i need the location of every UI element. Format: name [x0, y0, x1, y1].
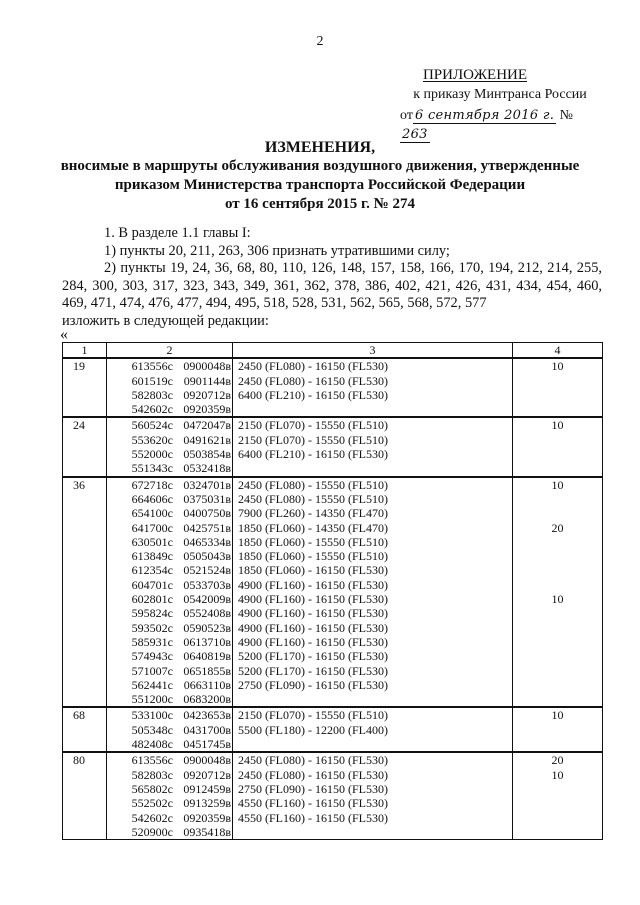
route-point — [111, 402, 232, 416]
point-longitude: 0425751в — [183, 520, 231, 535]
point-longitude: 0920712в — [183, 767, 231, 782]
routes-table — [62, 342, 603, 840]
width-value — [513, 506, 602, 520]
width-value-cell — [513, 358, 603, 417]
width-value-cell — [513, 707, 603, 752]
width-value-cell — [513, 417, 603, 476]
route-number-cell: 36 — [63, 477, 107, 708]
point-latitude: 553620с — [131, 432, 173, 447]
point-latitude: 613556с — [131, 753, 173, 768]
point-longitude: 0324701в — [183, 477, 231, 492]
width-value: 20 — [551, 520, 564, 535]
paragraph-edition: изложить в следующей редакции: — [62, 312, 269, 329]
route-point — [111, 692, 232, 706]
column-header-4: 4 — [513, 343, 603, 359]
point-longitude: 0640819в — [183, 649, 231, 664]
document-heading — [0, 138, 640, 214]
point-latitude: 482408с — [131, 737, 173, 752]
width-value: 10 — [551, 767, 564, 782]
width-value — [513, 535, 602, 549]
route-point — [111, 606, 232, 620]
flight-level-range: 7900 (FL260) - 14350 (FL470) — [238, 506, 388, 521]
route-point — [111, 723, 232, 737]
point-longitude: 0400750в — [183, 506, 231, 521]
body-text — [62, 225, 602, 330]
flight-level-range: 5200 (FL170) - 16150 (FL530) — [238, 649, 388, 664]
point-latitude: 604701с — [131, 577, 173, 592]
point-latitude: 565802с — [131, 781, 173, 796]
route-point — [111, 782, 232, 796]
point-longitude: 0900048в — [183, 359, 231, 374]
point-latitude: 562441с — [131, 677, 173, 692]
point-latitude: 582803с — [131, 767, 173, 782]
point-longitude: 0912459в — [183, 781, 231, 796]
point-latitude: 595824с — [131, 606, 173, 621]
opening-quote: « — [60, 326, 68, 343]
flight-level-range: 2450 (FL080) - 16150 (FL530) — [238, 373, 388, 388]
handwritten-date: 6 сентября 2016 г. — [414, 108, 555, 123]
point-longitude: 0465334в — [183, 534, 231, 549]
point-longitude: 0431700в — [183, 722, 231, 737]
flight-level-range: 1850 (FL060) - 15550 (FL510) — [238, 534, 388, 549]
route-point — [111, 374, 232, 388]
appendix-title: ПРИЛОЖЕНИЕ — [422, 67, 528, 83]
width-value — [513, 578, 602, 592]
heading-line-4: от 16 сентября 2015 г. № 274 — [225, 196, 415, 212]
route-point — [111, 737, 232, 751]
route-points-cell — [107, 477, 233, 708]
point-longitude: 0935418в — [183, 824, 231, 839]
flight-level-range: 2450 (FL080) - 15550 (FL510) — [238, 477, 388, 492]
flight-level-range: 2150 (FL070) - 15550 (FL510) — [238, 708, 388, 723]
point-latitude: 612354с — [131, 563, 173, 578]
route-point — [111, 359, 232, 373]
point-longitude: 0913259в — [183, 796, 231, 811]
point-longitude: 0542009в — [183, 592, 231, 607]
flight-level-range: 1850 (FL060) - 14350 (FL470) — [238, 520, 388, 535]
point-longitude: 0451745в — [183, 737, 231, 752]
width-value: 10 — [551, 359, 564, 374]
point-longitude: 0491621в — [183, 432, 231, 447]
route-point — [111, 549, 232, 563]
flight-level-range: 4900 (FL160) - 16150 (FL530) — [238, 606, 388, 621]
flight-levels-cell — [233, 477, 513, 708]
width-value: 20 — [551, 753, 564, 768]
route-point — [111, 418, 232, 432]
point-longitude: 0472047в — [183, 418, 231, 433]
point-latitude: 574943с — [131, 649, 173, 664]
route-point — [111, 592, 232, 606]
flight-level-range: 2150 (FL070) - 15550 (FL510) — [238, 432, 388, 447]
point-longitude: 0505043в — [183, 549, 231, 564]
column-header-3: 3 — [233, 343, 513, 359]
table-row — [63, 477, 603, 708]
column-header-2: 2 — [107, 343, 233, 359]
appendix-reference: к приказу Минтранса России — [413, 87, 587, 102]
point-latitude: 542602с — [131, 810, 173, 825]
route-point — [111, 521, 232, 535]
point-latitude: 505348с — [131, 722, 173, 737]
point-longitude: 0375031в — [183, 491, 231, 506]
point-latitude: 654100с — [131, 506, 173, 521]
flight-level-range: 2750 (FL090) - 16150 (FL530) — [238, 677, 388, 692]
point-longitude: 0532418в — [183, 461, 231, 476]
flight-level-range: 2450 (FL080) - 16150 (FL530) — [238, 767, 388, 782]
flight-level-range: 6400 (FL210) - 16150 (FL530) — [238, 447, 388, 462]
route-points-cell — [107, 417, 233, 476]
flight-level-range: 2450 (FL080) - 16150 (FL530) — [238, 359, 388, 374]
route-point — [111, 796, 232, 810]
width-value: 10 — [551, 708, 564, 723]
flight-levels-cell — [233, 752, 513, 839]
handwritten-order-number: 263 — [402, 127, 428, 142]
flight-level-range: 4900 (FL160) - 16150 (FL530) — [238, 592, 388, 607]
width-value-cell — [513, 477, 603, 708]
route-point — [111, 768, 232, 782]
flight-level-range: 4900 (FL160) - 16150 (FL530) — [238, 577, 388, 592]
flight-level-range: 2450 (FL080) - 15550 (FL510) — [238, 491, 388, 506]
point-latitude: 630501с — [131, 534, 173, 549]
point-longitude: 0423653в — [183, 708, 231, 723]
point-longitude: 0920359в — [183, 402, 231, 417]
point-latitude: 613849с — [131, 549, 173, 564]
point-longitude: 0533703в — [183, 577, 231, 592]
width-value — [513, 492, 602, 506]
point-latitude: 551200с — [131, 692, 173, 707]
route-point — [111, 649, 232, 663]
route-point — [111, 492, 232, 506]
flight-level-range: 4900 (FL160) - 16150 (FL530) — [238, 634, 388, 649]
route-point — [111, 635, 232, 649]
paragraph-repealed: 1) пункты 20, 211, 263, 306 признать утратившими силу; — [104, 242, 450, 259]
table-row — [63, 417, 603, 476]
point-latitude: 571007с — [131, 663, 173, 678]
column-header-1: 1 — [63, 343, 107, 359]
width-value-cell — [513, 752, 603, 839]
flight-level-range: 2750 (FL090) - 16150 (FL530) — [238, 781, 388, 796]
table-header-row — [63, 343, 603, 359]
point-longitude: 0683200в — [183, 692, 231, 707]
flight-level-range: 4550 (FL160) - 16150 (FL530) — [238, 796, 388, 811]
point-latitude: 552502с — [131, 796, 173, 811]
heading-line-2: вносимые в маршруты обслуживания воздушного движения, утвержденные — [60, 158, 580, 174]
point-latitude: 520900с — [131, 824, 173, 839]
flight-level-range: 2450 (FL080) - 16150 (FL530) — [238, 753, 388, 768]
page-number: 2 — [316, 34, 324, 49]
route-point — [111, 708, 232, 722]
heading-line-3: приказом Министерства транспорта Российской Федерации — [114, 177, 526, 193]
route-point — [111, 447, 232, 461]
route-points-cell — [107, 752, 233, 839]
point-longitude: 0900048в — [183, 753, 231, 768]
point-latitude: 551343с — [131, 461, 173, 476]
point-latitude: 560524с — [131, 418, 173, 433]
route-point — [111, 535, 232, 549]
route-point — [111, 578, 232, 592]
appendix-prefix: от — [400, 108, 413, 123]
number-label: № — [559, 108, 573, 123]
width-value: 10 — [551, 477, 564, 492]
point-latitude: 613556с — [131, 359, 173, 374]
flight-level-range: 2150 (FL070) - 15550 (FL510) — [238, 418, 388, 433]
point-longitude: 0920712в — [183, 387, 231, 402]
route-point — [111, 678, 232, 692]
route-point — [111, 664, 232, 678]
route-points-cell — [107, 358, 233, 417]
flight-level-range: 1850 (FL060) - 15550 (FL510) — [238, 549, 388, 564]
route-number-cell: 24 — [63, 417, 107, 476]
flight-levels-cell — [233, 358, 513, 417]
width-value — [513, 563, 602, 577]
point-longitude: 0590523в — [183, 620, 231, 635]
route-point — [111, 388, 232, 402]
appendix-block — [400, 66, 600, 144]
table-row — [63, 752, 603, 839]
point-longitude: 0663110в — [183, 677, 231, 692]
paragraph-points-list: 2) пункты 19, 24, 36, 68, 80, 110, 126, 148, 157, 158, 166, 170, 194, 212, 214, 255, 284, 300, 303, 317, 323, 343, 349, 361, 362, 378, 386, 402, 421, 426, 431, 434, 454, 460, 469, 471, 474, 476, 477, 494, 495, 518, 528, 531, 562, 565, 568, 572, 577 — [62, 260, 602, 311]
table-row — [63, 358, 603, 417]
point-latitude: 641700с — [131, 520, 173, 535]
point-longitude: 0503854в — [183, 447, 231, 462]
route-point — [111, 563, 232, 577]
flight-level-range: 5500 (FL180) - 12200 (FL400) — [238, 722, 388, 737]
route-point — [111, 811, 232, 825]
route-point — [111, 753, 232, 767]
flight-level-range: 4550 (FL160) - 16150 (FL530) — [238, 810, 388, 825]
route-number-cell: 80 — [63, 752, 107, 839]
route-point — [111, 825, 232, 839]
point-longitude: 0521524в — [183, 563, 231, 578]
point-longitude: 0613710в — [183, 634, 231, 649]
point-latitude: 533100с — [131, 708, 173, 723]
route-point — [111, 621, 232, 635]
width-value — [513, 549, 602, 563]
point-latitude: 542602с — [131, 402, 173, 417]
point-longitude: 0901144в — [183, 373, 231, 388]
point-longitude: 0552408в — [183, 606, 231, 621]
flight-level-range: 4900 (FL160) - 16150 (FL530) — [238, 620, 388, 635]
route-number-cell: 19 — [63, 358, 107, 417]
route-point — [111, 506, 232, 520]
point-latitude: 664606с — [131, 491, 173, 506]
table-row — [63, 707, 603, 752]
point-latitude: 552000с — [131, 447, 173, 462]
paragraph-section: 1. В разделе 1.1 главы I: — [104, 225, 251, 241]
flight-levels-cell — [233, 707, 513, 752]
flight-level-range: 5200 (FL170) - 16150 (FL530) — [238, 663, 388, 678]
route-point — [111, 461, 232, 475]
width-value: 10 — [551, 418, 564, 433]
flight-level-range: 6400 (FL210) - 16150 (FL530) — [238, 387, 388, 402]
point-latitude: 672718с — [131, 477, 173, 492]
route-points-cell — [107, 707, 233, 752]
point-longitude: 0920359в — [183, 810, 231, 825]
route-number-cell: 68 — [63, 707, 107, 752]
point-latitude: 582803с — [131, 387, 173, 402]
point-latitude: 585931с — [131, 634, 173, 649]
point-latitude: 593502с — [131, 620, 173, 635]
heading-title: ИЗМЕНЕНИЯ, — [264, 139, 376, 156]
route-point — [111, 478, 232, 492]
point-latitude: 602801с — [131, 592, 173, 607]
flight-levels-cell — [233, 417, 513, 476]
width-value: 10 — [551, 592, 564, 607]
point-longitude: 0651855в — [183, 663, 231, 678]
flight-level-range: 1850 (FL060) - 16150 (FL530) — [238, 563, 388, 578]
point-latitude: 601519с — [131, 373, 173, 388]
route-point — [111, 433, 232, 447]
